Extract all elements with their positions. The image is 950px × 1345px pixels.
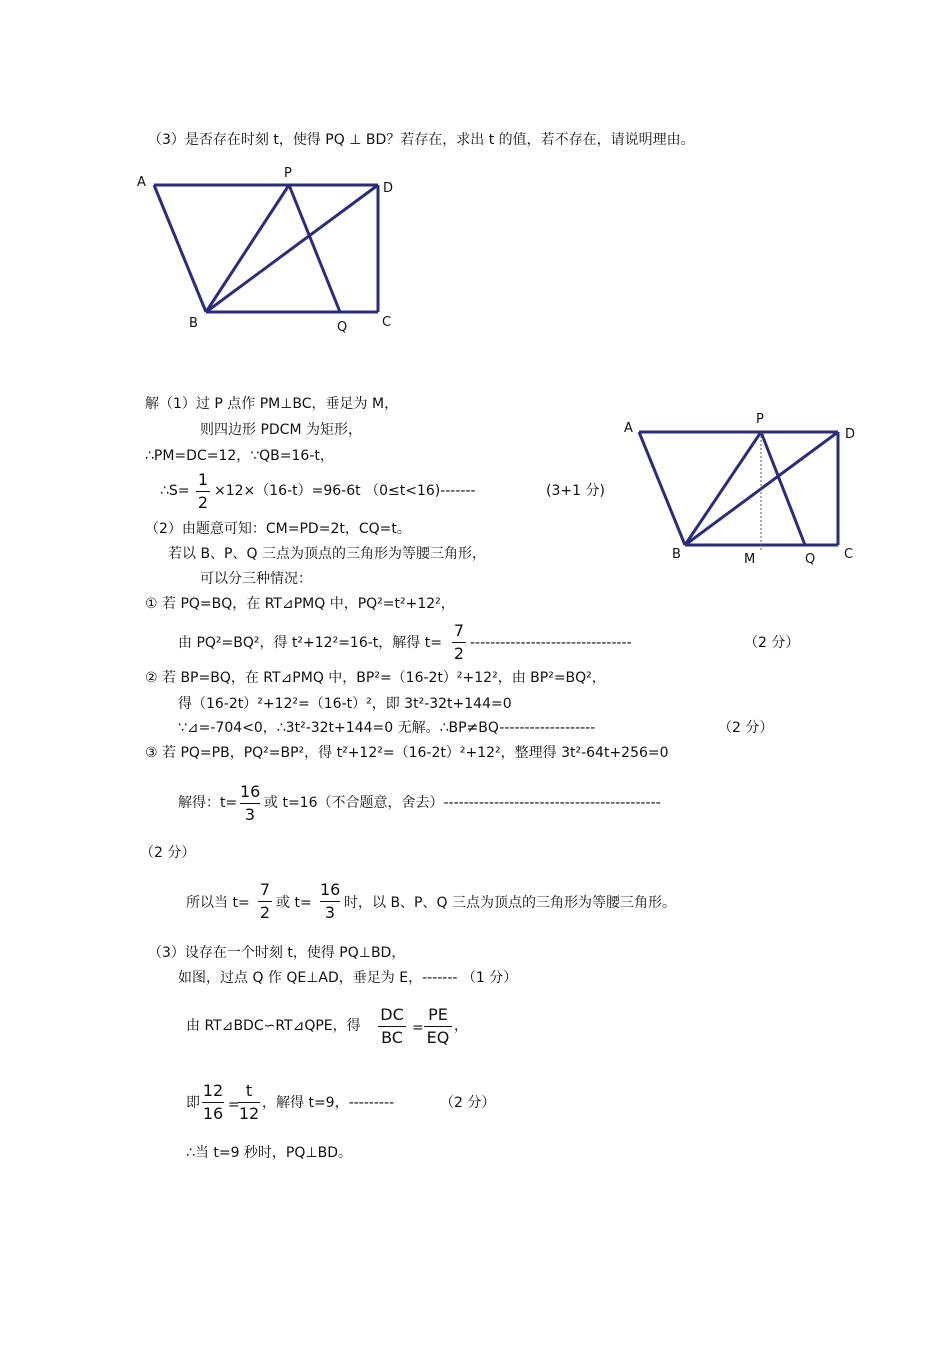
fig2-label-q: Q <box>805 552 816 567</box>
frac-den: 3 <box>244 805 256 824</box>
fig2-line-pq <box>761 432 805 545</box>
frac-num: 1 <box>197 470 209 489</box>
case-3-solve-b: 或 t=16（不合题意，舍去）------------------------------------------- <box>264 795 661 811</box>
frac-num: 12 <box>202 1081 224 1100</box>
fig1-label-a: A <box>137 175 146 190</box>
fig2-line-bp <box>685 432 761 545</box>
part3-line-2: 如图，过点 Q 作 QE⊥AD，垂足为 E，------- （1 分） <box>178 970 518 986</box>
fig1-label-c: C <box>382 315 392 330</box>
fig2-label-d: D <box>845 427 856 442</box>
case-2-b: 得（16-2t）²+12²=（16-t）²，即 3t²-32t+144=0 <box>178 696 512 712</box>
frac-den: 2 <box>259 903 271 922</box>
fraction-sixteen-thirds-2 <box>320 881 340 922</box>
frac-num: DC <box>380 1005 404 1024</box>
frac-den: BC <box>381 1028 403 1047</box>
fig2-label-a: A <box>624 421 633 436</box>
fig2-label-p: P <box>756 412 764 427</box>
case-1-solve: 由 PQ²=BQ²，得 t²+12²=16-t，解得 t= <box>178 635 442 651</box>
frac-num: PE <box>428 1005 448 1024</box>
part3-line-4a: 即 <box>186 1095 200 1111</box>
sol-line-7: 可以分三种情况： <box>200 571 312 587</box>
conclusion-b: 或 t= <box>276 895 312 911</box>
frac-den: 12 <box>238 1104 260 1123</box>
fig2-label-c: C <box>844 547 854 562</box>
fig2-line-ab <box>639 432 685 545</box>
score-2-b: （2 分） <box>718 720 774 736</box>
frac-den: 2 <box>197 493 209 512</box>
sol-line-4b: ×12×（16-t）=96-6t （0≤t<16)------- <box>214 483 476 499</box>
fraction-seven-halves <box>452 622 466 663</box>
fraction-sixteen-thirds <box>240 783 260 824</box>
frac-num: 7 <box>453 621 465 640</box>
sol-line-4a: ∴S= <box>160 483 190 499</box>
case-2: ② 若 BP=BQ，在 RT⊿PMQ 中，BP²=（16-2t）²+12²，由 BP²=BQ²， <box>145 670 606 686</box>
case-3: ③ 若 PQ=PB，PQ²=BP²，得 t²+12²=（16-2t）²+12²，整理得 3t²-64t+256=0 <box>145 745 669 761</box>
comma: ， <box>454 1018 468 1034</box>
frac-den: 3 <box>324 903 336 922</box>
fig1-line-ab <box>154 185 206 312</box>
fraction-t-12 <box>238 1082 260 1123</box>
score-2-c: （2 分） <box>140 845 196 861</box>
score-2-a: （2 分） <box>744 635 800 651</box>
fraction-one-half <box>196 471 210 512</box>
fig1-label-b: B <box>189 316 198 331</box>
fig1-label-d: D <box>383 181 394 196</box>
case-3-solve-a: 解得：t= <box>178 795 238 811</box>
fig1-line-bd <box>206 185 378 312</box>
conclusion-c: 时，以 B、P、Q 三点为顶点的三角形为等腰三角形。 <box>344 895 676 911</box>
sol-line-1: 解（1）过 P 点作 PM⊥BC，垂足为 M， <box>145 396 399 412</box>
frac-den: EQ <box>426 1028 450 1047</box>
part3-line-4b: ，解得 t=9，--------- <box>262 1095 395 1111</box>
frac-num: 7 <box>259 880 271 899</box>
case-1-dashes: -------------------------------- <box>470 635 632 651</box>
case-1: ① 若 PQ=BQ，在 RT⊿PMQ 中，PQ²=t²+12²， <box>145 596 455 612</box>
score-3-1: (3+1 分) <box>546 483 605 499</box>
fig2-label-b: B <box>672 547 681 562</box>
fraction-12-16 <box>202 1082 224 1123</box>
part3-line-5: ∴当 t=9 秒时，PQ⊥BD。 <box>186 1145 352 1161</box>
frac-num: t <box>245 1081 253 1100</box>
sol-line-6: 若以 B、P、Q 三点为顶点的三角形为等腰三角形， <box>168 546 486 562</box>
sol-line-5: （2）由题意可知：CM=PD=2t，CQ=t。 <box>145 521 411 537</box>
conclusion-a: 所以当 t= <box>186 895 250 911</box>
case-2-c: ∵⊿=-704<0，∴3t²-32t+144=0 无解。∴BP≠BQ------------------- <box>178 720 596 736</box>
part3-line-1: （3）设存在一个时刻 t，使得 PQ⊥BD， <box>148 945 406 961</box>
frac-num: 16 <box>240 782 261 801</box>
fraction-pe-eq <box>424 1006 452 1047</box>
fraction-dc-bc <box>378 1006 406 1047</box>
fraction-seven-halves-2 <box>258 881 272 922</box>
frac-den: 2 <box>453 644 465 663</box>
fig1-label-q: Q <box>337 320 348 335</box>
equals-sign: = <box>412 1020 424 1036</box>
score-2-d: （2 分） <box>440 1095 496 1111</box>
fig1-label-p: P <box>284 166 292 181</box>
fig2-label-m: M <box>744 552 756 567</box>
part3-line-3a: 由 RT⊿BDC∽RT⊿QPE，得 <box>186 1018 361 1034</box>
equals-sign-2: = <box>228 1097 240 1113</box>
fig1-line-pq <box>289 185 340 312</box>
sol-line-3: ∴PM=DC=12，∵QB=16-t， <box>145 448 334 464</box>
frac-den: 16 <box>202 1104 224 1123</box>
fig1-line-bp <box>206 185 289 312</box>
question-3-prompt: （3）是否存在时刻 t，使得 PQ ⊥ BD？若存在，求出 t 的值，若不存在，请说明理由。 <box>148 132 695 148</box>
frac-num: 16 <box>320 880 341 899</box>
fig2-line-bd <box>685 432 838 545</box>
sol-line-2: 则四边形 PDCM 为矩形， <box>200 422 362 438</box>
